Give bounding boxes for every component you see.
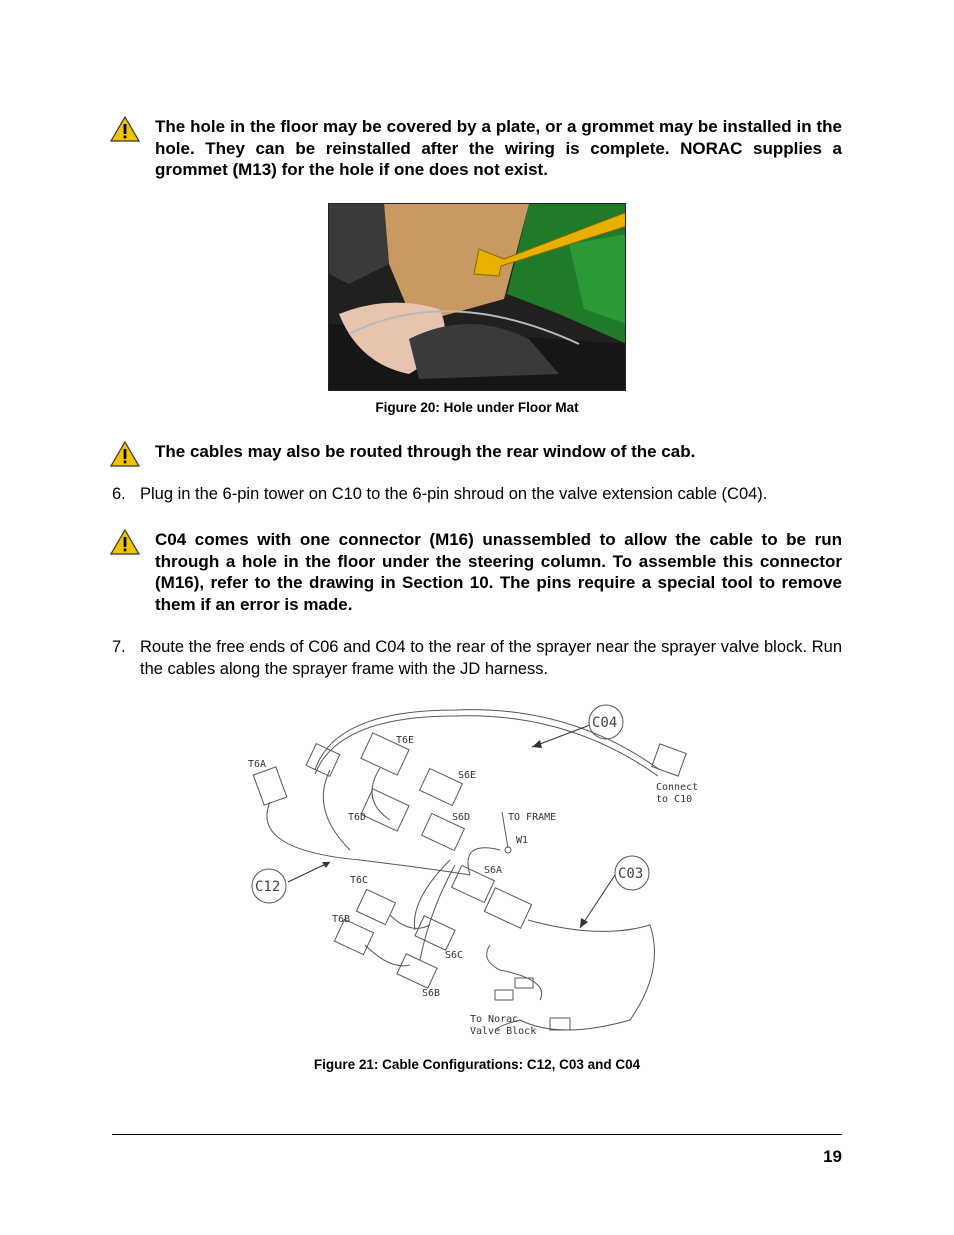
step-7: [112, 636, 842, 680]
step-text: Route the free ends of C06 and C04 to the rear of the sprayer near the sprayer valve block. Run the cables along the sprayer frame with the JD harness.: [140, 638, 842, 678]
label-c04: C04: [592, 715, 618, 731]
step-6: [112, 483, 842, 505]
label-t6a: T6A: [248, 759, 267, 770]
label-t6e: T6E: [396, 735, 415, 746]
figure-20-caption: Figure 20: Hole under Floor Mat: [375, 400, 579, 415]
warning-icon: [110, 529, 140, 555]
label-t6c: T6C: [350, 875, 369, 886]
step-text: Plug in the 6-pin tower on C10 to the 6-pin shroud on the valve extension cable (C04).: [140, 485, 768, 503]
floor-mat-photo: [328, 203, 626, 391]
label-connect-to: to C10: [656, 794, 693, 805]
warning-note-3: [110, 529, 842, 615]
label-w1: W1: [516, 835, 529, 846]
label-s6a: S6A: [484, 865, 503, 876]
label-s6d: S6D: [452, 812, 471, 823]
page-number: 19: [823, 1147, 842, 1166]
label-t6d: T6D: [348, 812, 367, 823]
label-c12: C12: [255, 879, 281, 895]
figure-21-caption: Figure 21: Cable Configurations: C12, C03 and C04: [313, 1057, 641, 1072]
label-c03: C03: [618, 866, 644, 882]
label-valve-block: Valve Block: [470, 1026, 537, 1037]
label-s6c: S6C: [445, 950, 464, 961]
footer-rule: [112, 1134, 842, 1135]
cable-diagram: [240, 700, 720, 1050]
step-number: 6.: [112, 485, 126, 503]
step-number: 7.: [112, 638, 126, 656]
label-s6b: S6B: [422, 988, 441, 999]
warning-icon: [110, 116, 140, 142]
label-connect: Connect: [656, 782, 699, 793]
warning-note-1: [110, 116, 842, 181]
warning-text: The hole in the floor may be covered by a plate, or a grommet may be installed in the hole. They can be reinstalled after the wiring is complete. NORAC supplies a grommet (M13) for the hole if one does not exist.: [155, 117, 842, 179]
label-to-norac: To Norac: [470, 1014, 519, 1025]
warning-text: The cables may also be routed through the rear window of the cab.: [155, 442, 696, 461]
label-to-frame: TO FRAME: [508, 812, 557, 823]
warning-text: C04 comes with one connector (M16) unassembled to allow the cable to be run through a hole in the floor under the steering column. To assemble this connector (M16), refer to the drawing in Section 10. The pins require a special tool to remove them if an error is made.: [155, 530, 842, 614]
warning-icon: [110, 441, 140, 467]
warning-note-2: [110, 441, 842, 463]
label-s6e: S6E: [458, 770, 477, 781]
label-t6b: T6B: [332, 914, 351, 925]
